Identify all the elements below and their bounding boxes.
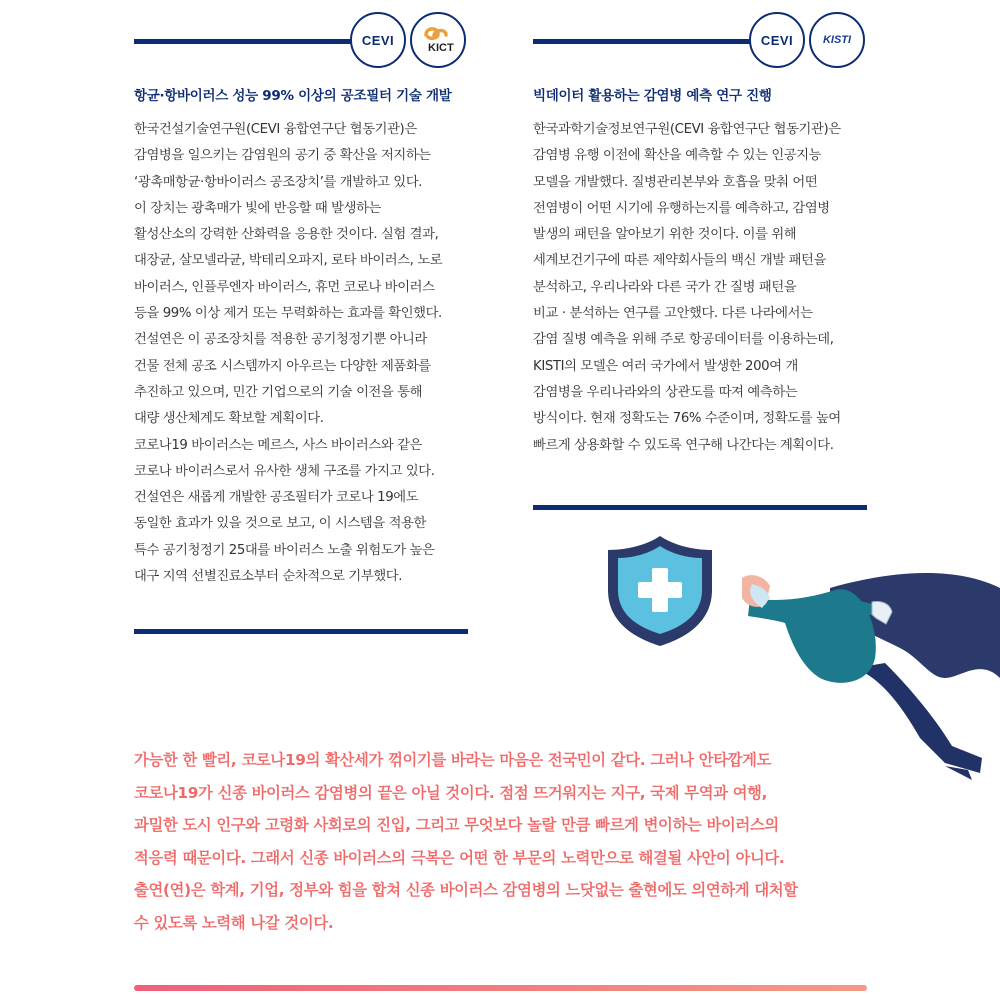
paragraph-line: 모델을 개발했다. 질병관리본부와 호흡을 맞춰 어떤 bbox=[533, 174, 818, 190]
cevi-logo-text: CEVI bbox=[760, 32, 794, 48]
left-bottom-rule bbox=[134, 629, 468, 634]
closing-paragraph bbox=[134, 744, 874, 940]
closing-line: 가능한 한 빨리, 코로나19의 확산세가 꺾이기를 바라는 마음은 전국민이 같다. 그러나 안타깝게도 bbox=[134, 751, 772, 769]
paragraph-line: 감염병을 우리나라와의 상관도를 따져 예측하는 bbox=[533, 384, 798, 400]
paragraph-line: 발생의 패턴을 알아보기 위한 것이다. 이를 위해 bbox=[533, 227, 797, 243]
paragraph-line: 감염병을 일으키는 감염원의 공기 중 확산을 저지하는 bbox=[134, 148, 431, 164]
bottom-gradient-rule bbox=[134, 985, 867, 991]
closing-line: 코로나19가 신종 바이러스 감염병의 끝은 아닐 것이다. 점점 뜨거워지는 지구, 국제 무역과 여행, bbox=[134, 783, 768, 802]
paragraph-line: 감염 질병 예측을 위해 주로 항공데이터를 이용하는데, bbox=[533, 332, 834, 348]
right-top-rule bbox=[533, 39, 753, 44]
kisti-logo bbox=[809, 12, 865, 68]
paragraph-line: 등을 99% 이상 제거 또는 무력화하는 효과를 확인했다. bbox=[134, 306, 442, 322]
paragraph-line: 전염병이 어떤 시기에 유행하는지를 예측하고, 감염병 bbox=[533, 200, 830, 216]
paragraph-line: 이 장치는 광촉매가 빛에 반응할 때 발생하는 bbox=[134, 200, 381, 216]
kict-logo bbox=[410, 12, 466, 68]
paragraph-line: 건설연은 이 공조장치를 적용한 공기청정기뿐 아니라 bbox=[134, 332, 427, 348]
paragraph-line: 한국과학기술정보연구원(CEVI 융합연구단 협동기관)은 bbox=[533, 122, 841, 137]
left-top-rule bbox=[134, 39, 354, 44]
paragraph-line: 분석하고, 우리나라와 다른 국가 간 질병 패턴을 bbox=[533, 279, 797, 295]
left-heading: 항균·항바이러스 성능 99% 이상의 공조필터 기술 개발 bbox=[134, 88, 452, 104]
cevi-logo bbox=[749, 12, 805, 68]
paragraph-line: 동일한 효과가 있을 것으로 보고, 이 시스템을 적용한 bbox=[134, 516, 426, 532]
paragraph-line: ‘광촉매항균·항바이러스 공조장치’를 개발하고 있다. bbox=[134, 174, 423, 190]
closing-line: 적응력 때문이다. 그래서 신종 바이러스의 극복은 어떤 한 부문의 노력만으로 해결될 사안이 아니다. bbox=[134, 848, 785, 867]
paragraph-line: 활성산소의 강력한 산화력을 응용한 것이다. 실험 결과, bbox=[134, 227, 439, 243]
paragraph-line: 빠르게 상용화할 수 있도록 연구해 나간다는 계획이다. bbox=[533, 437, 834, 453]
paragraph-line: KISTI의 모델은 여러 국가에서 발생한 200여 개 bbox=[533, 358, 798, 374]
paragraph-line: 바이러스, 인플루엔자 바이러스, 휴먼 코로나 바이러스 bbox=[134, 279, 435, 295]
paragraph-line: 특수 공기청정기 25대를 바이러스 노출 위험도가 높은 bbox=[134, 542, 435, 558]
cevi-logo bbox=[350, 12, 406, 68]
closing-line: 수 있도록 노력해 나갈 것이다. bbox=[134, 913, 334, 932]
closing-line: 출연(연)은 학계, 기업, 정부와 힘을 합쳐 신종 바이러스 감염병의 느닷없는 출현에도 의연하게 대처할 bbox=[134, 881, 798, 900]
paragraph-line: 감염병 유행 이전에 확산을 예측할 수 있는 인공지능 bbox=[533, 148, 822, 164]
paragraph-line: 추진하고 있으며, 민간 기업으로의 기술 이전을 통해 bbox=[134, 384, 423, 400]
paragraph-line: 한국건설기술연구원(CEVI 융합연구단 협동기관)은 bbox=[134, 122, 417, 137]
paragraph-line: 방식이다. 현재 정확도는 76% 수준이며, 정확도를 높여 bbox=[533, 411, 841, 427]
paragraph-line: 세계보건기구에 따른 제약회사들의 백신 개발 패턴을 bbox=[533, 253, 826, 269]
paragraph-line: 대장균, 살모넬라균, 박테리오파지, 로타 바이러스, 노로 bbox=[134, 253, 443, 269]
right-bottom-rule bbox=[533, 505, 867, 510]
paragraph-line: 비교 · 분석하는 연구를 고안했다. 다른 나라에서는 bbox=[533, 306, 813, 322]
paragraph-line: 코로나19 바이러스는 메르스, 사스 바이러스와 같은 bbox=[134, 437, 422, 453]
right-body bbox=[533, 117, 878, 459]
closing-line: 과밀한 도시 인구와 고령화 사회로의 진입, 그리고 무엇보다 놀랄 만큼 빠르게 변이하는 바이러스의 bbox=[134, 816, 779, 835]
paragraph-line: 코로나 바이러스로서 유사한 생체 구조를 가지고 있다. bbox=[134, 463, 435, 479]
paragraph-line: 건설연은 새롭게 개발한 공조필터가 코로나 19에도 bbox=[134, 490, 419, 506]
kisti-logo-text: KISTI bbox=[822, 34, 852, 46]
right-heading: 빅데이터 활용하는 감염병 예측 연구 진행 bbox=[533, 88, 772, 104]
left-body bbox=[134, 117, 479, 590]
kict-logo-text: KICT bbox=[428, 42, 454, 54]
cevi-logo-text: CEVI bbox=[361, 32, 395, 48]
paragraph-line: 대구 지역 선별진료소부터 순차적으로 기부했다. bbox=[134, 569, 403, 585]
paragraph-line: 대량 생산체계도 확보할 계획이다. bbox=[134, 411, 324, 427]
paragraph-line: 건물 전체 공조 시스템까지 아우르는 다양한 제품화를 bbox=[134, 358, 431, 374]
